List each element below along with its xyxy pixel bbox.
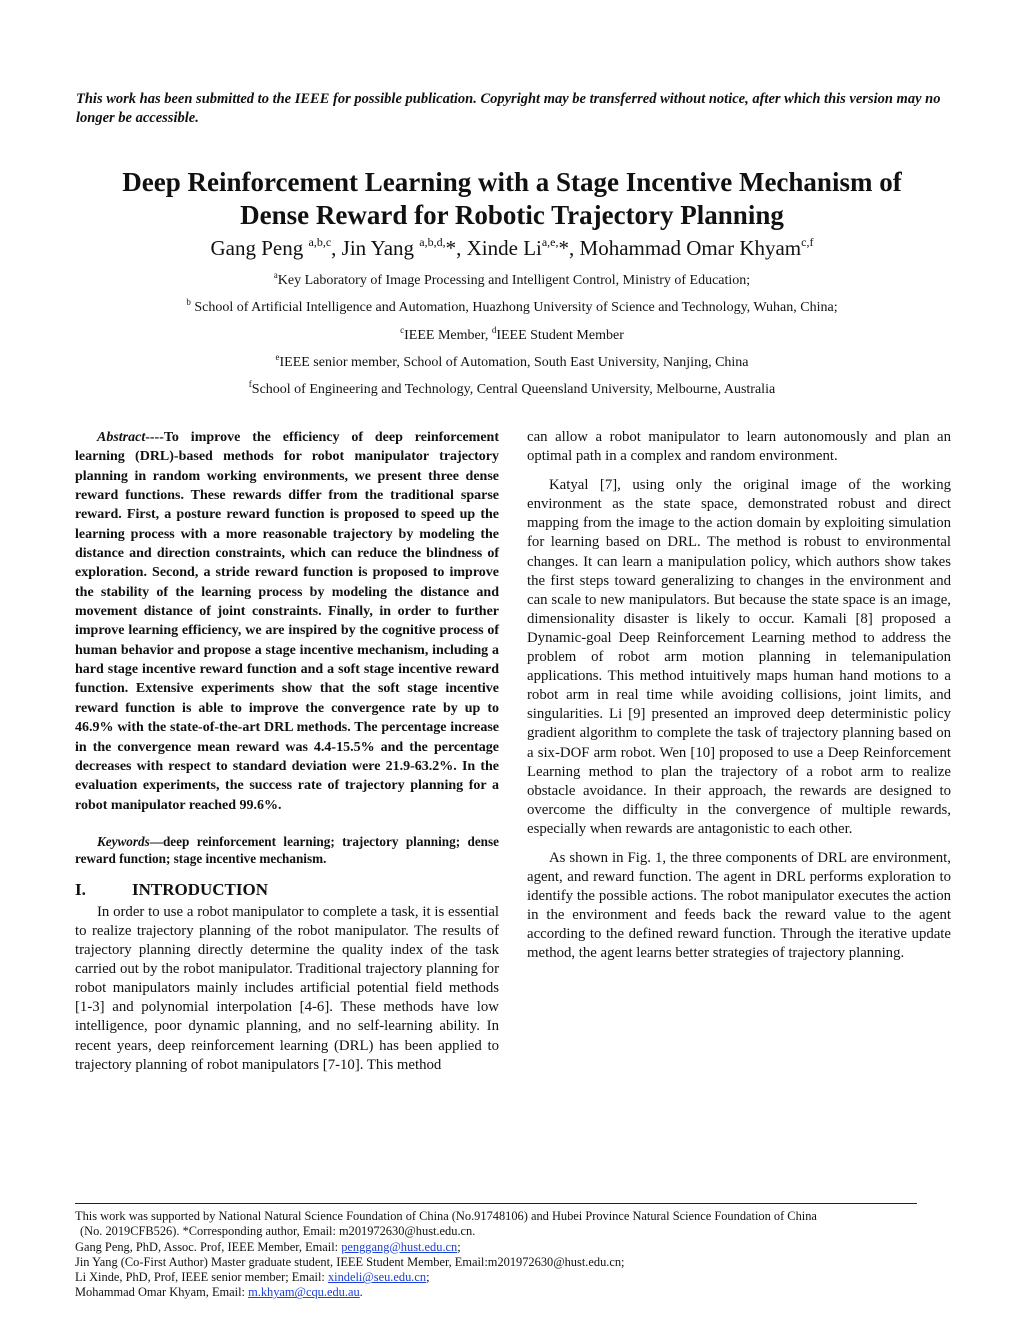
paper-title	[60, 166, 964, 232]
affiliation-b	[60, 299, 964, 317]
affiliation-text: School of Engineering and Technology, Central Queensland University, Melbourne, Australia	[251, 382, 776, 397]
affiliation-mark: f	[248, 379, 252, 389]
affiliation-text: IEEE senior member, School of Automation, South East University, Nanjing, China	[279, 355, 749, 370]
affiliation-text: IEEE Member,	[404, 328, 492, 343]
author-name: Xinde Li	[466, 236, 542, 260]
footnote-text: .	[359, 1285, 363, 1300]
affiliation-mark: d	[491, 325, 497, 335]
affiliation-f	[60, 381, 964, 399]
keywords-text: —deep reinforcement learning; trajectory planning; dense reward function; stage incentive mechanism.	[75, 833, 499, 866]
footnotes	[75, 1209, 917, 1301]
author-affiliation-marks: a,b,d,	[419, 235, 446, 249]
author-list	[60, 234, 964, 262]
keywords-label: Keywords	[97, 833, 150, 849]
left-column	[75, 428, 499, 1075]
email-link[interactable]: penggang@hust.edu.cn	[341, 1239, 458, 1254]
affiliation-c-d	[60, 327, 964, 345]
author-footnote: Jin Yang (Co-First Author) Master graduate student, IEEE Student Member, Email:m201972630@hust.edu.cn;	[75, 1254, 625, 1269]
right-column	[527, 428, 951, 964]
affiliation-text: IEEE Student Member	[496, 328, 624, 343]
footnote-text: ;	[426, 1270, 430, 1285]
author-footnote	[75, 1270, 917, 1285]
intro-paragraph-2: Katyal [7], using only the original image of the working environment as the state space, demonstrated robust and direct mapping from the image to the action domain by exploiting simulation for learning based on DRL. The method is robust to environmental changes. It can learn a manipulation policy, which authors show takes the first steps toward generalizing to changes in the environment and can scale to new manipulators. But because the state space is an image, dimensionality disaster is likely to occur. Kamali [8] proposed a Dynamic-goal Deep Reinforcement Learning method to address the problem of robot arm motion planning in telemanipulation applications. This method intuitively maps human hand motions to a robot arm in real time while avoiding collisions, joint limits, and singularities. Li [9] presented an improved deep deterministic policy gradient algorithm to complete the task of trajectory planning based on a six-DOF arm robot. Wen [10] proposed to use a Deep Reinforcement Learning method to plan the trajectory of a robot arm to realize obstacle avoidance. In their approach, the rewards are designed to overcome the difficulty in the convergence of multiple rewards, especially when rewards are antagonistic to each other.	[527, 477, 951, 837]
author-name: Gang Peng	[210, 236, 309, 260]
author-name: Jin Yang	[341, 236, 420, 260]
affiliation-text: Key Laboratory of Image Processing and Intelligent Control, Ministry of Education;	[277, 273, 751, 288]
abstract-label: Abstract	[97, 430, 146, 445]
email-link[interactable]: xindeli@seu.edu.cn	[327, 1270, 427, 1285]
section-number: I.	[75, 879, 86, 899]
author-affiliation-marks: c,f	[801, 235, 814, 249]
affiliation-e	[60, 354, 964, 372]
intro-paragraph-1-continued: can allow a robot manipulator to learn autonomously and plan an optimal path in a complex and random environment.	[527, 429, 951, 465]
affiliation-text: School of Artificial Intelligence and Automation, Huazhong University of Science and Technology, Wuhan, China;	[190, 300, 838, 315]
title-line-1: Deep Reinforcement Learning with a Stage Incentive Mechanism of	[122, 167, 902, 197]
author-footnote	[75, 1240, 917, 1255]
footnote-text: Li Xinde, PhD, Prof, IEEE senior member; Email:	[75, 1270, 328, 1285]
author-separator: ,	[331, 236, 342, 260]
title-line-2: Dense Reward for Robotic Trajectory Planning	[240, 200, 784, 230]
abstract	[75, 428, 499, 815]
author-affiliation-marks: a,e,	[541, 235, 559, 249]
author-footnote	[75, 1285, 917, 1300]
author-separator: *,	[445, 236, 467, 260]
affiliation-mark: c	[400, 325, 405, 335]
affiliation-mark: b	[186, 297, 191, 307]
footnote-divider	[75, 1203, 917, 1204]
affiliation-mark: a	[273, 270, 278, 280]
keywords	[75, 833, 499, 867]
funding-footnote: This work was supported by National Natural Science Foundation of China (No.91748106) and Hubei Province Natural Science Foundation of China	[75, 1209, 817, 1223]
intro-paragraph-1: In order to use a robot manipulator to complete a task, it is essential to realize trajectory planning of the robot manipulator. The results of trajectory planning directly determine the quality index of the task carried out by the robot manipulator. Traditional trajectory planning for robot manipulators mainly includes artificial potential field methods [1-3] and polynomial interpolation [4-6]. These methods have low intelligence, poor dynamic planning, and no self-learning ability. In recent years, deep reinforcement learning (DRL) has been applied to trajectory planning of robot manipulators [7-10]. This method	[75, 903, 499, 1073]
intro-paragraph-3: As shown in Fig. 1, the three components of DRL are environment, agent, and reward function. The agent in DRL performs exploration to identify the possible actions. The robot manipulator executes the action in the environment and feeds back the reward value to the agent according to the defined reward function. Through the iterative update method, the agent learns better strategies of trajectory planning.	[527, 849, 951, 962]
affiliation-a	[60, 272, 964, 290]
abstract-text: ----To improve the efficiency of deep reinforcement learning (DRL)-based methods for robot manipulator trajectory planning in random working environments, we present three dense reward functions. These rewards differ from the traditional sparse reward. First, a posture reward function is proposed to speed up the learning process with a more reasonable trajectory by modeling the distance and direction constraints, which can reduce the blindness of exploration. Second, a stride reward function is proposed to improve the stability of the learning process by modeling the distance and movement distance of joint constraints. Finally, in order to further improve learning efficiency, we are inspired by the cognitive process of human behavior and propose a stage incentive mechanism, including a hard stage incentive reward function and a soft stage incentive reward function. Extensive experiments show that the soft stage incentive reward function is able to improve the convergence rate by up to 46.9% with the state-of-the-art DRL methods. The percentage increase in the convergence mean reward was 4.4-15.5% and the percentage decreases with respect to standard deviation were 21.9-63.2%. In the evaluation experiments, the success rate of trajectory planning for a robot manipulator reached 99.6%.	[75, 430, 499, 813]
email-link[interactable]: m.khyam@cqu.edu.au	[248, 1285, 360, 1300]
funding-footnote-continued: (No. 2019CFB526). *Corresponding author, Email: m201972630@hust.edu.cn.	[80, 1224, 476, 1239]
footnote-text: ;	[457, 1239, 461, 1254]
affiliation-mark: e	[275, 352, 280, 362]
footnote-text: Gang Peng, PhD, Assoc. Prof, IEEE Member, Email:	[75, 1239, 342, 1254]
section-title: INTRODUCTION	[132, 879, 269, 899]
footnote-text: Mohammad Omar Khyam, Email:	[75, 1285, 249, 1300]
section-heading-introduction	[75, 879, 499, 901]
author-separator: *,	[558, 236, 580, 260]
author-name: Mohammad Omar Khyam	[579, 236, 802, 260]
author-affiliation-marks: a,b,c	[308, 235, 332, 249]
submission-notice: This work has been submitted to the IEEE for possible publication. Copyright may be transferred without notice, after which this version may no longer be accessible.	[76, 91, 941, 126]
